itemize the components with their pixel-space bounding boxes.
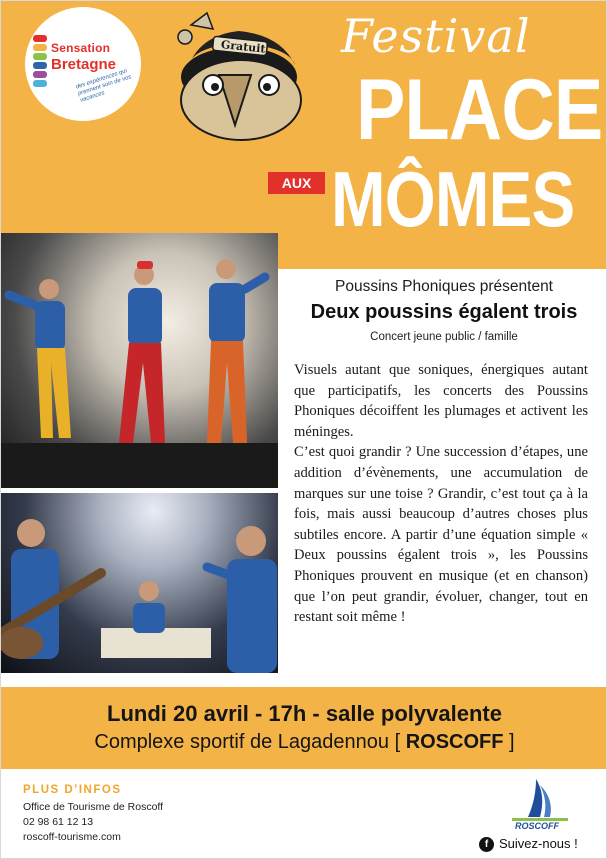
- logo-line2: Bretagne: [51, 56, 117, 73]
- mascot-badge-text: Gratuit: [220, 38, 267, 56]
- mascot-illustration: [161, 5, 311, 145]
- stage-silhouettes: [1, 493, 278, 673]
- description-paragraph-1: Visuels autant que soniques, énergiques autant que participatifs, les concerts des Poussins Phoniques décoiffent les plumages et activent les méninges.: [294, 362, 588, 440]
- date-banner: [1, 687, 607, 769]
- venue-city: ROSCOFF: [405, 731, 504, 753]
- sensation-bretagne-logo: [25, 7, 141, 121]
- event-description: [294, 360, 588, 628]
- event-venue-line: [1, 731, 607, 754]
- event-subtitle: Concert jeune public / famille: [370, 331, 518, 343]
- info-website[interactable]: roscoff-tourisme.com: [23, 831, 121, 843]
- concert-photo-stage: [1, 493, 278, 673]
- logo-stripes: [33, 35, 47, 93]
- roscoff-logo-text: ROSCOFF: [515, 821, 559, 831]
- venue-prefix: Complexe sportif de Lagadennou [: [94, 731, 406, 753]
- concert-photo-trio: [1, 233, 278, 488]
- follow-us[interactable]: [479, 836, 578, 852]
- facebook-icon[interactable]: f: [479, 837, 494, 852]
- info-phone[interactable]: 02 98 61 12 13: [23, 816, 94, 828]
- aux-tag: AUX: [268, 172, 325, 194]
- festival-word: Festival: [341, 9, 531, 63]
- description-paragraph-2: C’est quoi grandir ? Une succession d’étapes, une addition d’évènements, une accumulation de marques sur une toise ? Grandir, c’est tout ça à la fois, mais aussi beaucoup d’autres choses plus subtiles encore. A partir d’une équation simple « Deux poussins égalent trois », les Poussins Phoniques prouvent en musique (et en chanson) que l’on peut grandir, évoluer, changer, tout en restant soit même !: [294, 444, 588, 626]
- header-banner: [1, 1, 607, 269]
- venue-suffix: ]: [503, 731, 515, 753]
- roscoff-logo: [506, 775, 572, 831]
- trio-silhouettes: [1, 233, 278, 488]
- place-word: PLACE: [356, 62, 603, 158]
- momes-word: MÔMES: [331, 155, 575, 243]
- logo-line1: Sensation: [51, 41, 111, 55]
- logo-tagline: des expériences qui prennent soin de vos vacances: [75, 68, 133, 104]
- event-title: Deux poussins égalent trois: [310, 301, 578, 323]
- info-office: Office de Tourisme de Roscoff: [23, 801, 164, 813]
- info-heading: PLUS D’INFOS: [23, 784, 122, 796]
- follow-label: Suivez-nous !: [499, 836, 578, 851]
- event-date-line: Lundi 20 avril - 17h - salle polyvalente: [107, 701, 502, 726]
- presents-line: Poussins Phoniques présentent: [334, 278, 553, 295]
